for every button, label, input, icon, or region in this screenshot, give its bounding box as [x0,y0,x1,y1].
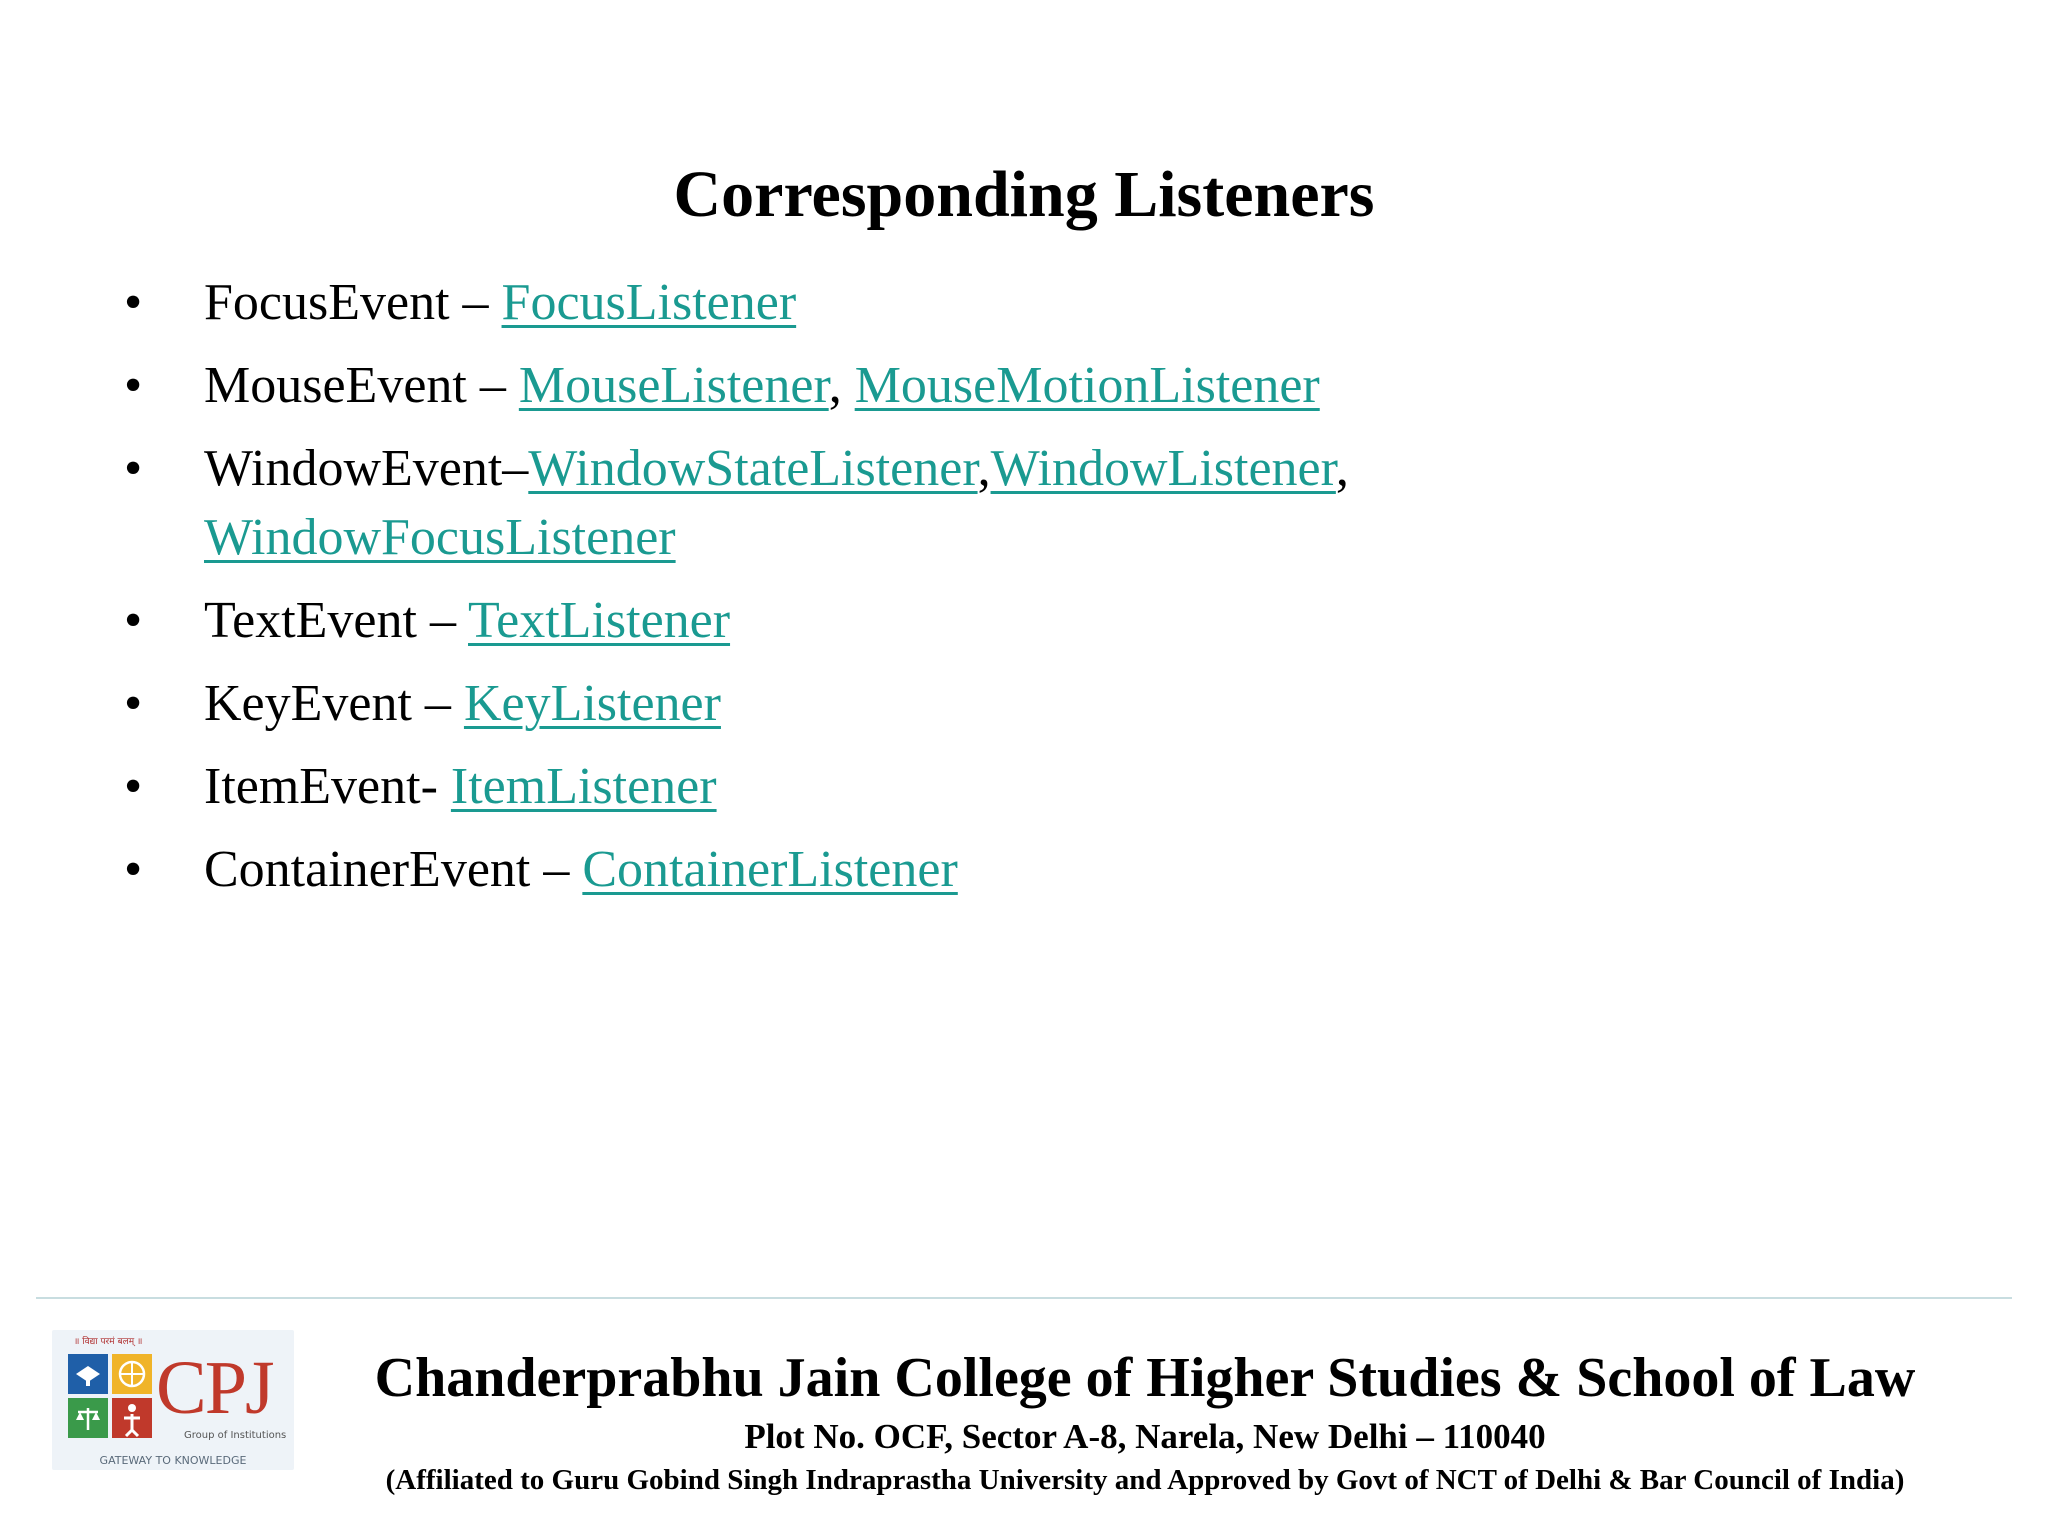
separator: , [828,357,855,414]
bullet-icon: • [124,841,143,898]
bullet-icon: • [124,592,143,649]
list-item-item [118,752,1678,821]
item-listener-link[interactable]: ItemListener [450,758,717,815]
college-address: Plot No. OCF, Sector A-8, Narela, New Delhi – 110040 [744,1417,1546,1456]
separator: , [977,440,991,497]
logo-motto: ॥ विद्या परमं बलम् ॥ [74,1337,143,1347]
bullet-icon: • [124,440,143,497]
event-name: KeyEvent – [204,675,464,732]
bullet-icon: • [124,675,143,732]
text-listener-link[interactable]: TextListener [468,592,731,649]
container-listener-link[interactable]: ContainerListener [582,841,958,898]
event-name: MouseEvent – [204,357,519,414]
list-item-focus [118,268,1678,337]
shield-icon [66,1352,154,1442]
bullet-icon: • [124,274,143,331]
footer-divider [36,1297,2012,1299]
mouse-motion-listener-link[interactable]: MouseMotionListener [854,357,1320,414]
focus-listener-link[interactable]: FocusListener [501,274,797,331]
window-listener-link[interactable]: WindowListener [990,440,1336,497]
college-affiliation: (Affiliated to Guru Gobind Singh Indraprastha University and Approved by Govt of NCT of Delhi & Bar Council of India) [385,1464,1905,1496]
event-name: ItemEvent- [204,758,451,815]
college-name: Chanderprabhu Jain College of Higher Studies & School of Law [374,1347,1916,1409]
list-item-mouse [118,351,1678,420]
key-listener-link[interactable]: KeyListener [463,675,721,732]
logo-letters: CPJ [156,1346,273,1430]
event-name: TextEvent – [204,592,469,649]
list-item-text [118,586,1678,655]
bullet-icon: • [124,357,143,414]
logo-group-text: Group of Institutions [184,1430,287,1441]
window-focus-listener-link[interactable]: WindowFocusListener [204,509,676,566]
bullet-icon: • [124,758,143,815]
list-item-key [118,669,1678,738]
college-logo [52,1330,294,1470]
listener-list [118,268,1678,918]
list-item-window [118,434,1678,572]
separator: , [1335,440,1349,497]
event-name: FocusEvent – [204,274,502,331]
logo-gateway-text: GATEWAY TO KNOWLEDGE [99,1454,247,1467]
event-name: WindowEvent– [204,440,529,497]
mouse-listener-link[interactable]: MouseListener [518,357,829,414]
window-state-listener-link[interactable]: WindowStateListener [528,440,978,497]
event-name: ContainerEvent – [204,841,583,898]
slide-title: Corresponding Listeners [673,158,1375,231]
list-item-container [118,835,1678,904]
